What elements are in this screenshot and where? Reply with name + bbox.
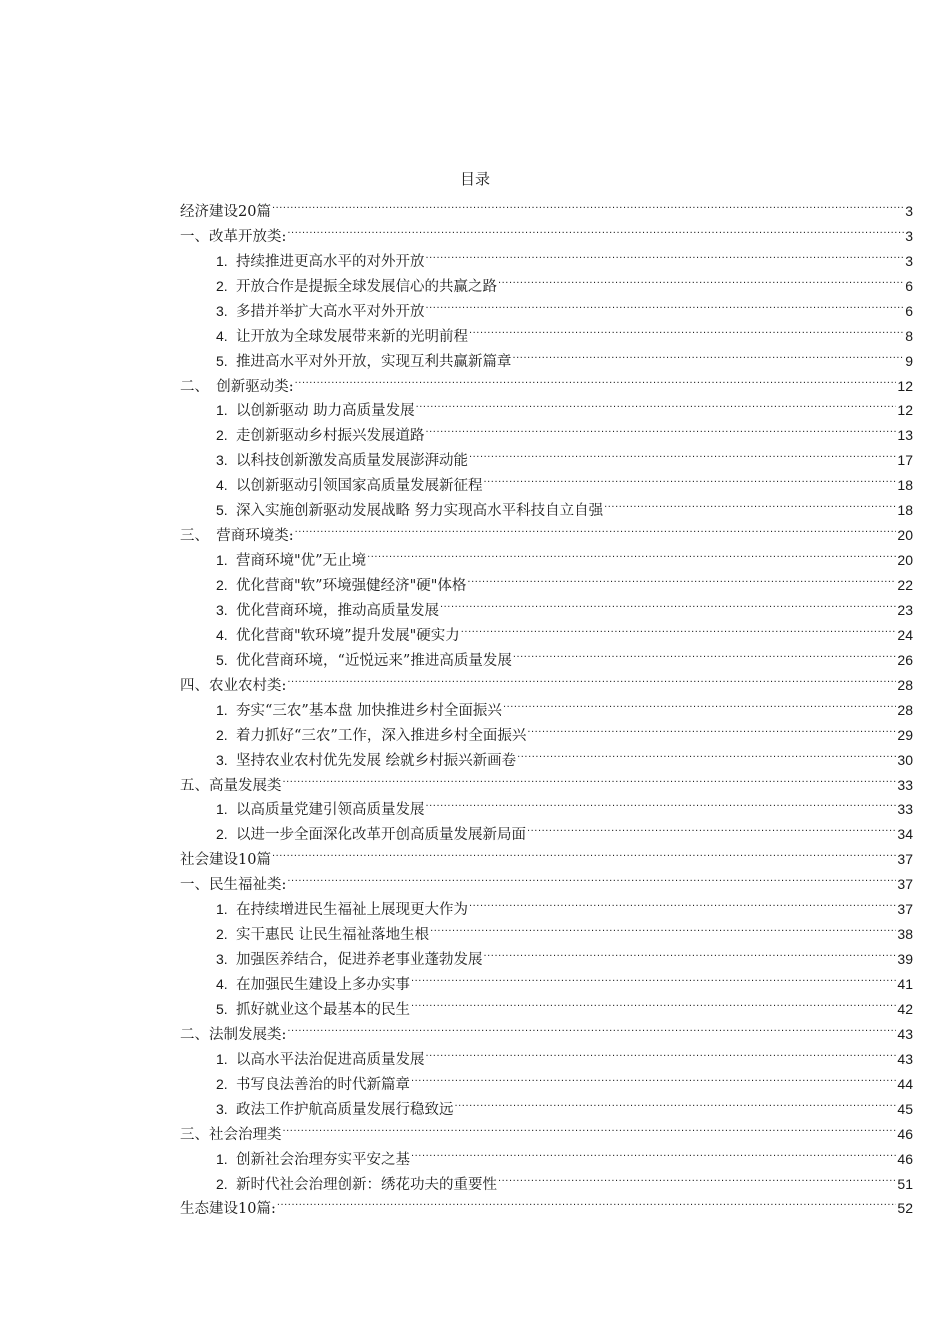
toc-entry-heading bbox=[180, 972, 410, 998]
dot-leader bbox=[527, 814, 896, 839]
toc-entry-title: 二、 创新驱动类: bbox=[180, 378, 294, 395]
toc-entry-heading bbox=[180, 1123, 282, 1148]
toc-entry-title: 以高质量党建引领高质量发展 bbox=[236, 802, 425, 819]
toc-entry-heading bbox=[180, 1197, 276, 1222]
dot-leader bbox=[503, 690, 896, 715]
table-of-contents bbox=[180, 191, 913, 1218]
toc-entry-title: 实干惠民 让民生福祉落地生根 bbox=[236, 927, 430, 944]
dot-leader bbox=[513, 341, 905, 366]
toc-entry[interactable] bbox=[180, 216, 913, 245]
toc-entry[interactable] bbox=[180, 765, 913, 794]
toc-entry-title: 走创新驱动乡村振兴发展道路 bbox=[236, 428, 425, 445]
dot-leader bbox=[426, 241, 905, 266]
toc-entry-page-number: 52 bbox=[897, 1200, 913, 1217]
toc-entry-number: 3. bbox=[216, 751, 228, 768]
toc-entry-page-number: 20 bbox=[897, 552, 913, 569]
dot-leader bbox=[430, 914, 896, 939]
toc-entry-title: 创新社会治理夯实平安之基 bbox=[236, 1151, 410, 1168]
toc-entry-number: 2. bbox=[216, 1175, 228, 1192]
toc-entry[interactable] bbox=[180, 665, 913, 694]
dot-leader bbox=[295, 515, 897, 540]
dot-leader bbox=[484, 939, 897, 964]
toc-entry[interactable] bbox=[180, 1014, 913, 1043]
toc-entry-title: 优化营商"软”环境强健经济"硬"体格 bbox=[236, 578, 467, 594]
toc-entry-page-number: 42 bbox=[897, 1000, 913, 1017]
toc-entry-page-number: 3 bbox=[905, 227, 913, 244]
toc-entry-title: 经济建设20篇 bbox=[180, 203, 271, 220]
toc-entry-heading bbox=[180, 1023, 286, 1048]
toc-entry-title: 以高水平法治促进高质量发展 bbox=[236, 1051, 425, 1068]
toc-entry-heading bbox=[180, 324, 468, 350]
dot-leader bbox=[277, 1189, 897, 1214]
toc-entry-title: 以创新驱动引领国家高质量发展新征程 bbox=[236, 478, 483, 495]
dot-leader bbox=[283, 765, 897, 790]
toc-entry-page-number: 44 bbox=[897, 1075, 913, 1092]
toc-entry-number: 1. bbox=[216, 1050, 228, 1067]
toc-entry-title: 以进一步全面深化改革开创高质量发展新局面 bbox=[236, 827, 526, 844]
toc-entry-number: 2. bbox=[216, 1075, 228, 1092]
toc-entry-heading bbox=[180, 897, 468, 923]
toc-title: 目录 bbox=[459, 170, 490, 188]
toc-entry-number: 1. bbox=[216, 801, 228, 818]
dot-leader bbox=[411, 1139, 896, 1164]
toc-entry-heading bbox=[180, 674, 286, 699]
toc-entry-heading bbox=[180, 375, 294, 400]
dot-leader bbox=[416, 391, 897, 416]
toc-entry-page-number: 26 bbox=[897, 651, 913, 668]
dot-leader bbox=[469, 889, 896, 914]
dot-leader bbox=[426, 1039, 897, 1064]
toc-entry[interactable] bbox=[180, 1039, 913, 1068]
toc-entry-page-number: 37 bbox=[897, 901, 913, 918]
dot-leader bbox=[426, 790, 897, 815]
toc-entry-page-number: 17 bbox=[897, 452, 913, 469]
toc-entry-title: 优化营商环境，“近悦远来”推进高质量发展 bbox=[236, 652, 512, 669]
toc-entry-page-number: 6 bbox=[905, 277, 913, 294]
toc-entry-page-number: 37 bbox=[897, 851, 913, 868]
dot-leader bbox=[411, 964, 896, 989]
toc-entry-page-number: 41 bbox=[897, 976, 913, 992]
toc-entry-page-number: 24 bbox=[897, 626, 913, 643]
toc-entry-title: 营商环境"优”无止境 bbox=[236, 553, 367, 570]
toc-entry-heading bbox=[180, 623, 460, 649]
toc-entry-number: 2. bbox=[216, 826, 228, 843]
toc-entry-title: 在持续增进民生福祉上展现更大作为 bbox=[236, 902, 468, 919]
toc-entry-number: 3. bbox=[216, 1100, 228, 1117]
toc-entry-number: 5. bbox=[216, 1000, 228, 1017]
toc-entry-title: 深入实施创新驱动发展战略 努力实现高水平科技自立自强 bbox=[236, 503, 604, 520]
toc-entry-heading bbox=[180, 473, 483, 499]
toc-entry-number: 3. bbox=[216, 601, 228, 618]
toc-entry-title: 五、高量发展类 bbox=[180, 777, 282, 794]
toc-entry-page-number: 12 bbox=[897, 402, 913, 419]
toc-entry-number: 4. bbox=[216, 327, 228, 344]
toc-entry-heading bbox=[180, 922, 429, 948]
toc-entry-number: 2. bbox=[216, 926, 228, 943]
toc-entry-title: 开放合作是提振全球发展信心的共赢之路 bbox=[236, 278, 497, 295]
dot-leader bbox=[498, 266, 904, 291]
toc-entry-page-number: 22 bbox=[897, 577, 913, 593]
dot-leader bbox=[426, 415, 897, 440]
toc-entry-number: 3. bbox=[216, 302, 228, 319]
toc-entry-heading bbox=[180, 200, 271, 225]
toc-entry[interactable] bbox=[180, 191, 913, 220]
toc-entry-number: 2. bbox=[216, 277, 228, 294]
toc-entry-heading bbox=[180, 573, 466, 599]
dot-leader bbox=[498, 1164, 896, 1189]
toc-entry-heading bbox=[180, 524, 294, 549]
toc-entry-heading bbox=[180, 1072, 410, 1098]
dot-leader bbox=[469, 440, 896, 465]
toc-entry-number: 2. bbox=[216, 577, 228, 593]
dot-leader bbox=[411, 1064, 896, 1089]
toc-entry-page-number: 46 bbox=[897, 1125, 913, 1142]
dot-leader bbox=[440, 590, 896, 615]
toc-entry-title: 生态建设10篇: bbox=[180, 1201, 276, 1218]
toc-entry-heading bbox=[180, 299, 425, 325]
toc-entry-number: 3. bbox=[216, 452, 228, 469]
toc-entry-number: 2. bbox=[216, 726, 228, 743]
toc-entry-heading bbox=[180, 598, 439, 624]
toc-entry-heading bbox=[180, 1147, 410, 1173]
dot-leader bbox=[295, 366, 897, 391]
toc-entry-heading bbox=[180, 698, 502, 724]
toc-entry-title: 书写良法善治的时代新篇章 bbox=[236, 1076, 410, 1093]
toc-entry-heading bbox=[180, 423, 425, 449]
toc-entry-title: 社会建设10篇 bbox=[180, 852, 271, 869]
toc-entry-page-number: 33 bbox=[897, 801, 913, 818]
toc-entry-number: 3. bbox=[216, 951, 228, 968]
toc-entry-number: 1. bbox=[216, 701, 228, 718]
toc-entry-title: 以创新驱动 助力高质量发展 bbox=[236, 403, 415, 420]
dot-leader bbox=[484, 465, 897, 490]
dot-leader bbox=[287, 216, 904, 241]
toc-entry-title: 让开放为全球发展带来新的光明前程 bbox=[236, 328, 468, 345]
toc-entry-title: 新时代社会治理创新：绣花功夫的重要性 bbox=[236, 1176, 497, 1193]
toc-entry-page-number: 34 bbox=[897, 826, 913, 843]
toc-entry-title: 以科技创新激发高质量发展澎湃动能 bbox=[236, 453, 468, 470]
toc-entry-page-number: 9 bbox=[905, 352, 913, 369]
dot-leader bbox=[367, 540, 896, 565]
toc-entry-page-number: 12 bbox=[897, 377, 913, 394]
toc-entry-title: 夯实“三农”基本盘 加快推进乡村全面振兴 bbox=[236, 702, 502, 719]
toc-entry[interactable] bbox=[180, 1139, 913, 1168]
toc-entry-title: 政法工作护航高质量发展行稳致远 bbox=[236, 1101, 454, 1118]
dot-leader bbox=[287, 864, 896, 889]
toc-entry-page-number: 6 bbox=[905, 302, 913, 319]
toc-entry-number: 4. bbox=[216, 626, 228, 643]
toc-entry-title: 三、社会治理类 bbox=[180, 1126, 282, 1143]
toc-entry-page-number: 45 bbox=[897, 1100, 913, 1117]
toc-entry-number: 1. bbox=[216, 901, 228, 918]
toc-entry-number: 1. bbox=[216, 1150, 228, 1167]
toc-entry-page-number: 18 bbox=[897, 502, 913, 519]
dot-leader bbox=[513, 640, 897, 665]
toc-entry-number: 1. bbox=[216, 402, 228, 419]
toc-entry-page-number: 28 bbox=[897, 701, 913, 718]
toc-entry-heading bbox=[180, 723, 526, 749]
toc-entry[interactable] bbox=[180, 690, 913, 719]
toc-entry-page-number: 20 bbox=[897, 527, 913, 544]
dot-leader bbox=[411, 989, 896, 1014]
toc-entry-page-number: 30 bbox=[897, 751, 913, 768]
toc-entry-page-number: 3 bbox=[905, 252, 913, 269]
dot-leader bbox=[527, 715, 896, 740]
dot-leader bbox=[272, 839, 896, 864]
toc-entry-page-number: 18 bbox=[897, 477, 913, 494]
toc-entry-heading bbox=[180, 249, 425, 275]
toc-entry-title: 二、法制发展类: bbox=[180, 1026, 287, 1043]
toc-entry-number: 5. bbox=[216, 651, 228, 668]
dot-leader bbox=[469, 316, 904, 341]
toc-entry-page-number: 37 bbox=[897, 876, 913, 893]
toc-entry-title: 抓好就业这个最基本的民生 bbox=[236, 1001, 410, 1018]
toc-entry[interactable] bbox=[180, 241, 913, 270]
dot-leader bbox=[287, 665, 896, 690]
toc-entry-number: 4. bbox=[216, 477, 228, 494]
toc-entry-page-number: 39 bbox=[897, 951, 913, 968]
toc-entry-heading bbox=[180, 873, 286, 898]
toc-entry-heading bbox=[180, 548, 366, 574]
toc-entry[interactable] bbox=[180, 1189, 913, 1218]
dot-leader bbox=[426, 291, 905, 316]
toc-entry-page-number: 13 bbox=[897, 427, 913, 444]
toc-entry-page-number: 46 bbox=[897, 1150, 913, 1167]
dot-leader bbox=[283, 1114, 897, 1139]
toc-entry-number: 1. bbox=[216, 252, 228, 269]
toc-entry-title: 在加强民生建设上多办实事 bbox=[236, 977, 410, 993]
toc-entry-title: 坚持农业农村优先发展 绘就乡村振兴新画卷 bbox=[236, 752, 517, 769]
toc-entry-title: 优化营商"软环境”提升发展"硬实力 bbox=[236, 627, 460, 644]
toc-entry-page-number: 43 bbox=[897, 1050, 913, 1067]
toc-entry[interactable] bbox=[180, 889, 913, 919]
toc-entry-title: 多措并举扩大高水平对外开放 bbox=[236, 303, 425, 320]
dot-leader bbox=[287, 1014, 896, 1039]
toc-entry-number: 4. bbox=[216, 976, 228, 992]
toc-entry-page-number: 33 bbox=[897, 776, 913, 793]
toc-entry-heading bbox=[180, 797, 425, 823]
toc-entry-page-number: 38 bbox=[897, 926, 913, 943]
toc-entry-page-number: 43 bbox=[897, 1025, 913, 1042]
toc-entry-heading bbox=[180, 848, 271, 873]
dot-leader bbox=[467, 565, 896, 590]
toc-entry-page-number: 23 bbox=[897, 601, 913, 618]
toc-entry-number: 2. bbox=[216, 427, 228, 444]
toc-entry-page-number: 3 bbox=[905, 202, 913, 219]
toc-entry-heading bbox=[180, 225, 286, 250]
toc-entry-page-number: 29 bbox=[897, 726, 913, 743]
toc-entry-title: 四、农业农村类: bbox=[180, 677, 287, 694]
toc-entry[interactable] bbox=[180, 1114, 913, 1143]
toc-entry-heading bbox=[180, 774, 282, 799]
dot-leader bbox=[517, 740, 896, 765]
toc-entry-title: 一、民生福祉类: bbox=[180, 877, 287, 894]
toc-entry-title: 优化营商环境，推动高质量发展 bbox=[236, 602, 439, 619]
toc-entry-title: 一、改革开放类: bbox=[180, 228, 287, 245]
dot-leader bbox=[455, 1089, 897, 1114]
toc-entry-number: 5. bbox=[216, 352, 228, 369]
toc-entry-title: 三、 营商环境类: bbox=[180, 528, 294, 545]
toc-entry-page-number: 51 bbox=[897, 1175, 913, 1192]
toc-entry-page-number: 8 bbox=[905, 327, 913, 344]
toc-entry-title: 推进高水平对外开放，实现互利共赢新篇章 bbox=[236, 353, 512, 370]
toc-entry-number: 5. bbox=[216, 502, 228, 519]
toc-entry-page-number: 28 bbox=[897, 676, 913, 693]
toc-entry-heading bbox=[180, 448, 468, 474]
toc-entry-number: 1. bbox=[216, 552, 228, 569]
toc-entry-heading bbox=[180, 1047, 425, 1073]
toc-entry[interactable] bbox=[180, 864, 913, 894]
dot-leader bbox=[604, 490, 896, 515]
toc-entry-heading bbox=[180, 398, 415, 424]
toc-entry-title: 持续推进更高水平的对外开放 bbox=[236, 253, 425, 270]
toc-entry[interactable] bbox=[180, 839, 913, 869]
toc-entry-title: 加强医养结合，促进养老事业蓬勃发展 bbox=[236, 952, 483, 969]
toc-entry[interactable] bbox=[180, 790, 913, 819]
toc-entry-title: 着力抓好“三农”工作，深入推进乡村全面振兴 bbox=[236, 727, 527, 744]
dot-leader bbox=[461, 615, 897, 640]
dot-leader bbox=[272, 191, 904, 216]
